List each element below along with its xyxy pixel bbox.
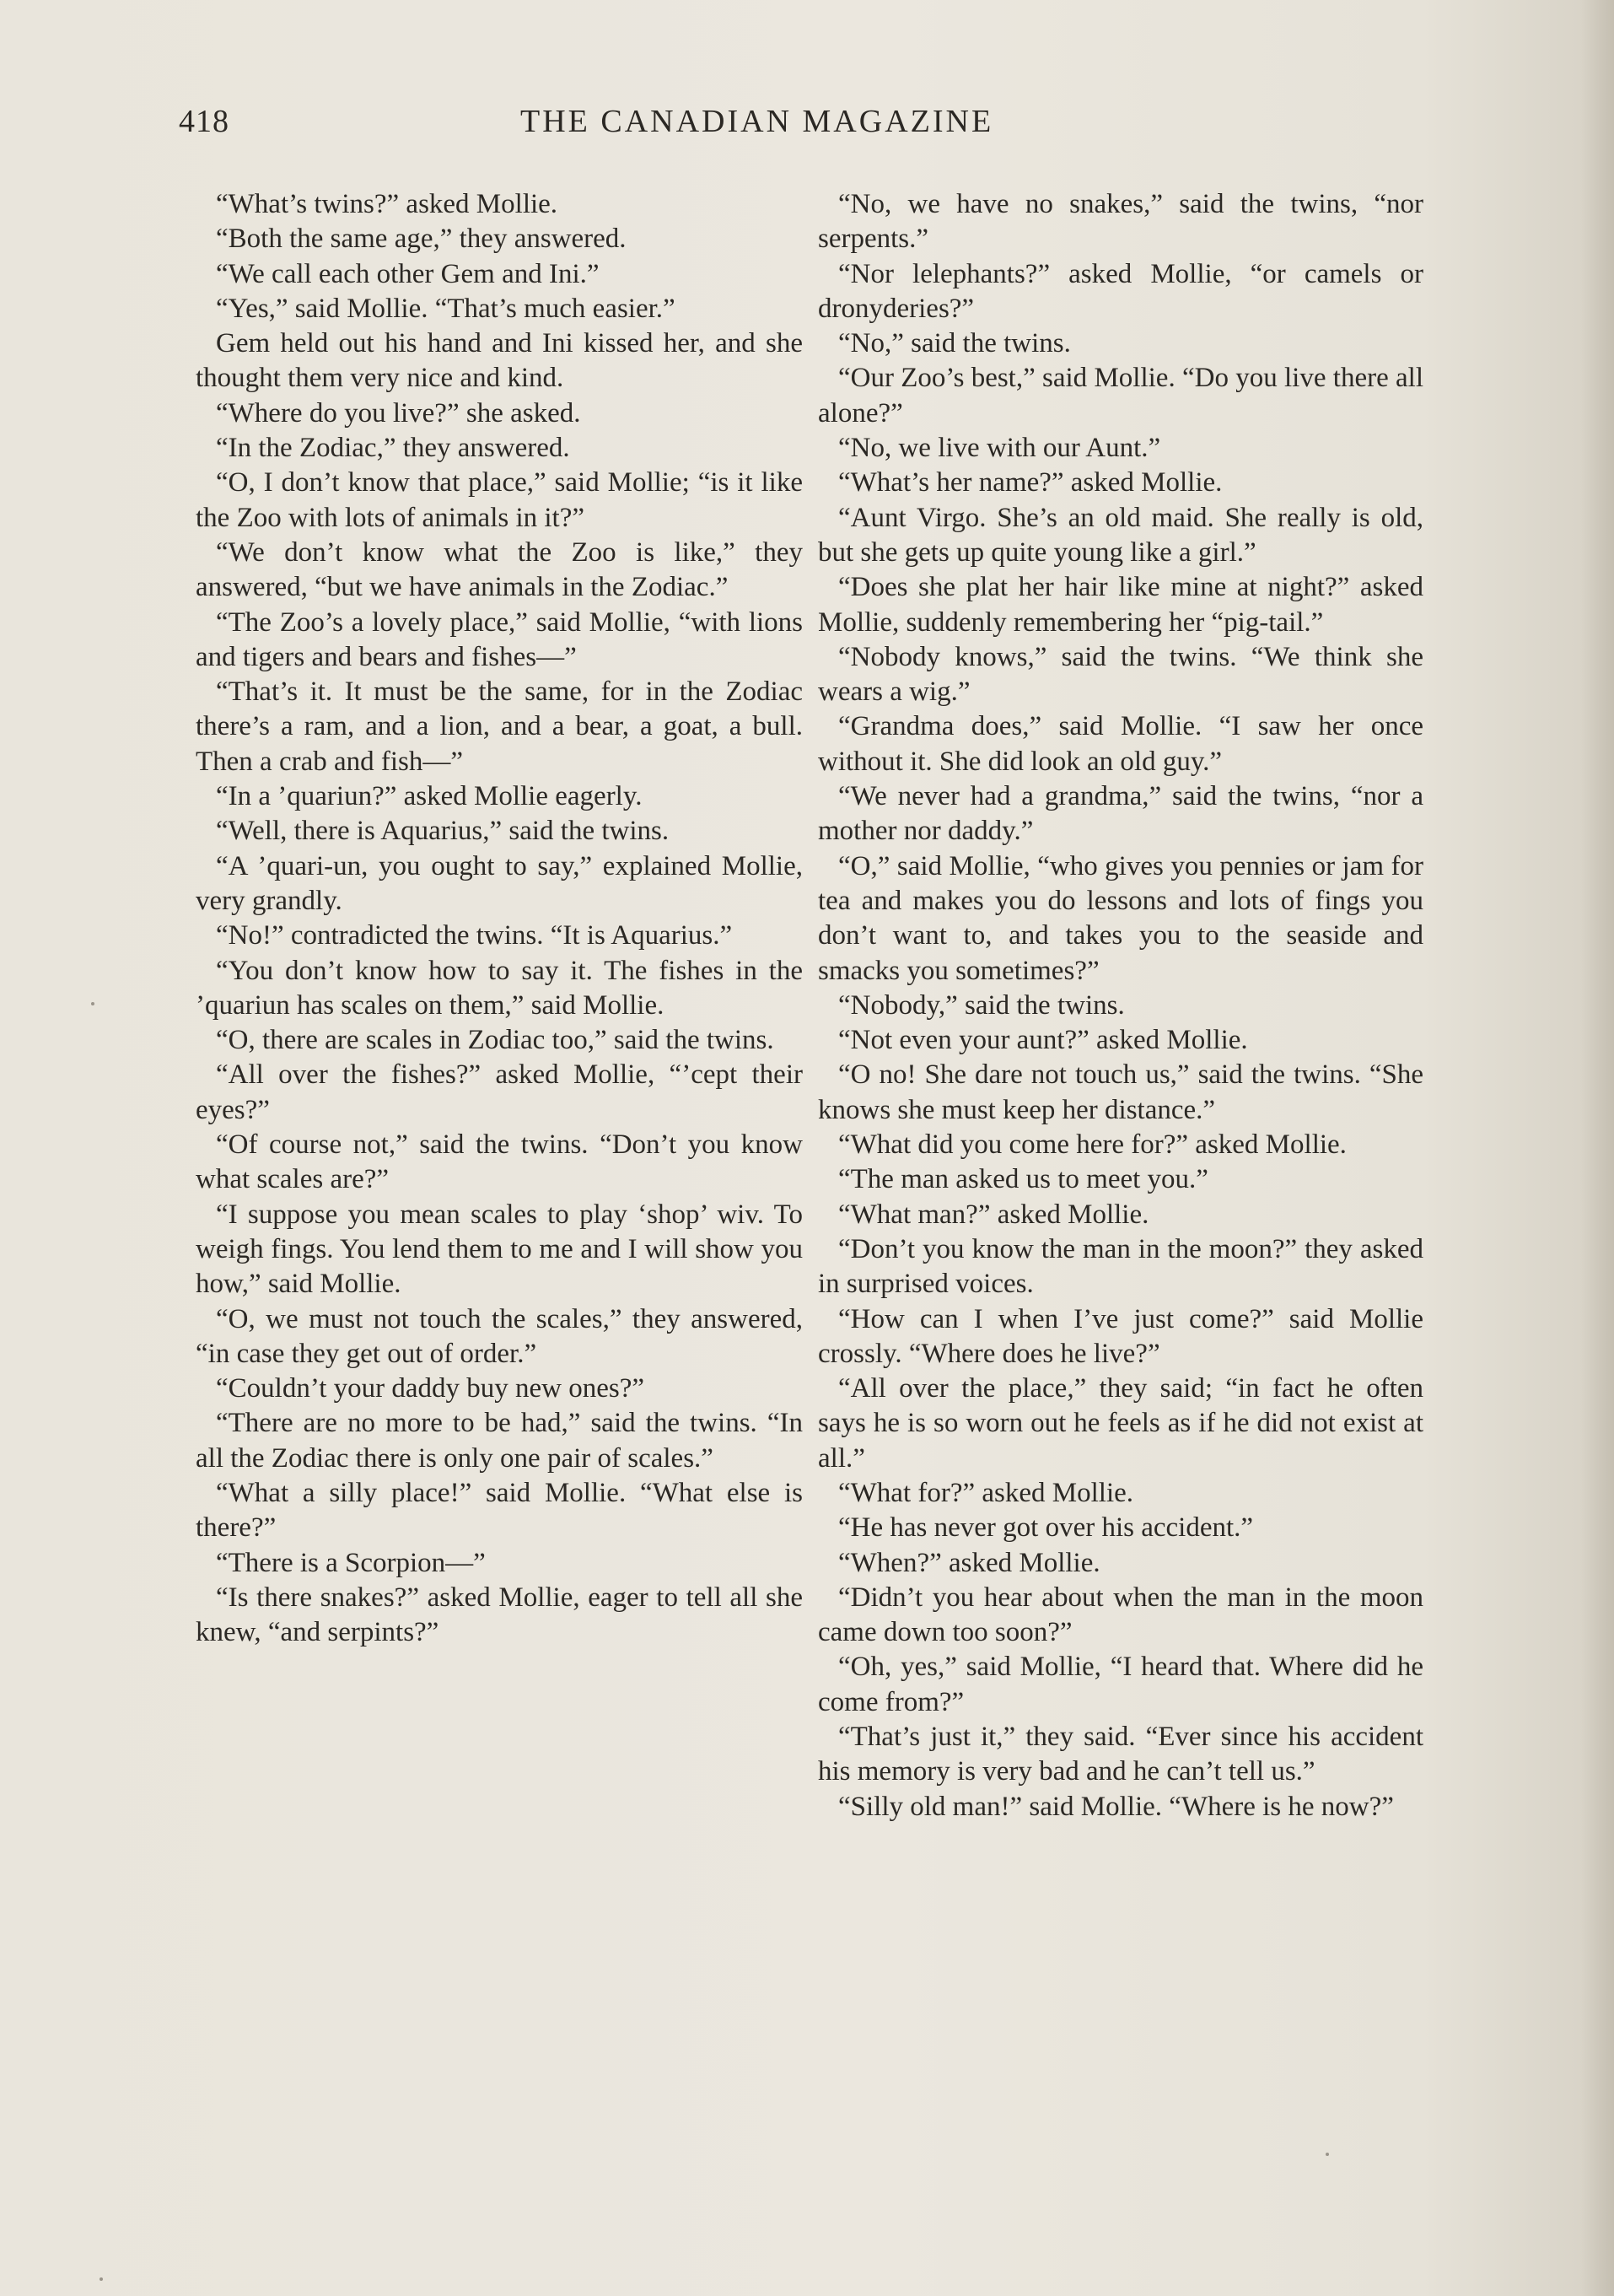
paragraph: “What man?” asked Mollie. <box>838 1199 1149 1230</box>
paragraph: “Silly old man!” said Mollie. “Where is he now?” <box>838 1791 1394 1822</box>
paragraph: Gem held out his hand and Ini kissed her, and she thought them very nice and kind. <box>196 328 803 394</box>
paragraph: “I suppose you mean scales to play ‘shop’ wiv. To weigh fings. You lend them to me and I will show you how,” said Mollie. <box>196 1199 803 1300</box>
paragraph: “No, we live with our Aunt.” <box>838 433 1161 464</box>
paragraph: “There are no more to be had,” said the twins. “In all the Zodiac there is only one pair of scales.” <box>196 1408 803 1474</box>
paper-speck <box>91 1002 94 1005</box>
paragraph: “A ’quari-un, you ought to say,” explained Mollie, very grandly. <box>196 850 803 916</box>
paragraph: “Of course not,” said the twins. “Don’t you know what scales are?” <box>196 1129 803 1195</box>
paragraph: “No,” said the twins. <box>838 328 1071 359</box>
paragraph: “Well, there is Aquarius,” said the twins. <box>216 816 670 847</box>
paper-speck <box>1326 2153 1329 2156</box>
paragraph: “We don’t know what the Zoo is like,” they answered, “but we have animals in the Zodiac.” <box>196 536 803 603</box>
paragraph: “Nor lelephants?” asked Mollie, “or camels or dronyderies?” <box>818 258 1423 324</box>
paragraph: “No, we have no snakes,” said the twins, “nor serpents.” <box>818 189 1423 255</box>
paragraph: “Where do you live?” she asked. <box>216 397 581 428</box>
paragraph: “What did you come here for?” asked Mollie. <box>838 1129 1347 1161</box>
paragraph: “That’s it. It must be the same, for in the Zodiac there’s a ram, and a lion, and a bear, a goat, a bull. Then a crab and fish—” <box>196 676 803 777</box>
paragraph: “In a ’quariun?” asked Mollie eagerly. <box>216 781 643 812</box>
page-header <box>179 103 1425 154</box>
paragraph: “What’s her name?” asked Mollie. <box>838 467 1223 499</box>
paragraph: “Not even your aunt?” asked Mollie. <box>838 1025 1248 1056</box>
paragraph: “The man asked us to meet you.” <box>838 1164 1208 1195</box>
paragraph: “What a silly place!” said Mollie. “What else is there?” <box>196 1477 803 1544</box>
paragraph: “What’s twins?” asked Mollie. <box>216 189 558 219</box>
paragraph: “Nobody knows,” said the twins. “We think she wears a wig.” <box>818 641 1423 708</box>
paragraph: “Does she plat her hair like mine at night?” asked Mollie, suddenly remembering her “pig-tail.” <box>818 572 1423 638</box>
page-edge-shadow <box>1580 0 1614 2296</box>
paragraph: “He has never got over his accident.” <box>838 1512 1254 1544</box>
paragraph: “O, there are scales in Zodiac too,” said the twins. <box>216 1025 774 1056</box>
paragraph: “All over the place,” they said; “in fact he often says he is so worn out he feels as if he did not exist at all.” <box>818 1373 1423 1474</box>
paragraph: “O no! She dare not touch us,” said the twins. “She knows she must keep her distance.” <box>818 1059 1423 1125</box>
paragraph: “Our Zoo’s best,” said Mollie. “Do you live there all alone?” <box>818 363 1423 428</box>
paragraph: “Is there snakes?” asked Mollie, eager to tell all she knew, “and serpints?” <box>196 1582 803 1648</box>
paragraph: “O,” said Mollie, “who gives you pennies or jam for tea and makes you do lessons and lots of fings you don’t want to, and takes you to the seaside and smacks you sometimes?” <box>818 850 1423 986</box>
paragraph: “In the Zodiac,” they answered. <box>216 433 570 464</box>
paragraph: “Didn’t you hear about when the man in the moon came down too soon?” <box>818 1582 1423 1648</box>
paper-speck <box>100 2277 103 2281</box>
paragraph: “What for?” asked Mollie. <box>838 1477 1134 1508</box>
paragraph: “Both the same age,” they answered. <box>216 224 627 255</box>
paragraph: “Oh, yes,” said Mollie, “I heard that. Where did he come from?” <box>818 1652 1423 1717</box>
paragraph: “You don’t know how to say it. The fishes in the ’quariun has scales on them,” said Mollie. <box>196 955 803 1021</box>
page-number: 418 <box>179 104 229 139</box>
paragraph: “The Zoo’s a lovely place,” said Mollie, “with lions and tigers and bears and fishes—” <box>196 606 803 672</box>
paragraph: “All over the fishes?” asked Mollie, “’cept their eyes?” <box>196 1059 803 1125</box>
paragraph: “O, we must not touch the scales,” they answered, “in case they get out of order.” <box>196 1303 803 1369</box>
paragraph: “Grandma does,” said Mollie. “I saw her once without it. She did look an old guy.” <box>818 711 1423 777</box>
paragraph: “Yes,” said Mollie. “That’s much easier.” <box>216 293 675 324</box>
paragraph: “Aunt Virgo. She’s an old maid. She really is old, but she gets up quite young like a girl.” <box>818 502 1423 568</box>
paragraph: “O, I don’t know that place,” said Mollie; “is it like the Zoo with lots of animals in it?” <box>196 467 803 533</box>
running-title: THE CANADIAN MAGAZINE <box>520 104 994 139</box>
paragraph: “When?” asked Mollie. <box>838 1547 1100 1578</box>
left-column <box>196 187 803 1650</box>
paragraph: “How can I when I’ve just come?” said Mollie crossly. “Where does he live?” <box>818 1303 1423 1369</box>
paragraph: “Don’t you know the man in the moon?” they asked in surprised voices. <box>818 1233 1423 1300</box>
paragraph: “Couldn’t your daddy buy new ones?” <box>216 1373 645 1404</box>
right-column <box>818 187 1423 1824</box>
paragraph: “We call each other Gem and Ini.” <box>216 258 600 289</box>
paragraph: “There is a Scorpion—” <box>216 1547 486 1578</box>
paragraph: “Nobody,” said the twins. <box>838 989 1125 1021</box>
paragraph: “No!” contradicted the twins. “It is Aquarius.” <box>216 920 733 951</box>
paragraph: “We never had a grandma,” said the twins, “nor a mother nor daddy.” <box>818 781 1423 847</box>
paragraph: “That’s just it,” they said. “Ever since his accident his memory is very bad and he can’t tell us.” <box>818 1722 1423 1787</box>
